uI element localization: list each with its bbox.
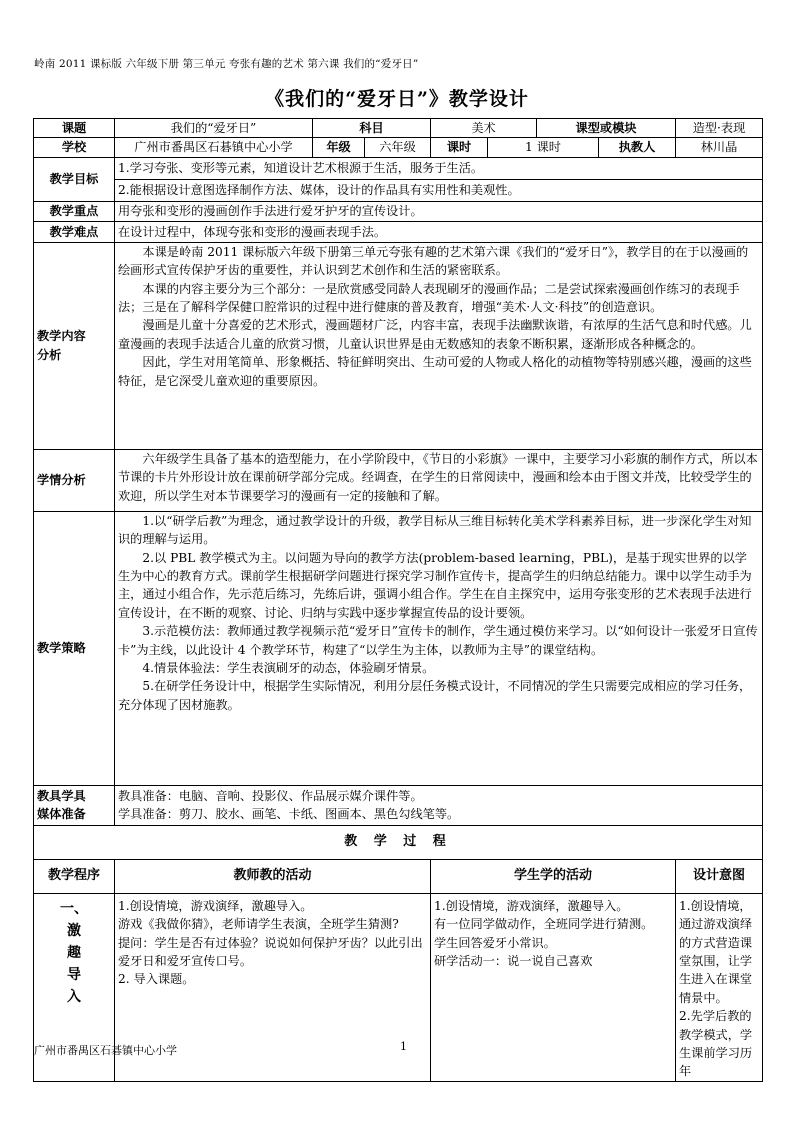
label-school: 学校 [34,138,115,157]
stage-1-student-activity [431,893,676,1081]
process-title-row [34,825,763,859]
info-row-lesson [34,119,763,138]
content-analysis-row [34,242,763,449]
goal-item-1: 1.学习夸张、变形等元素，知道设计艺术根源于生活，服务于生活。 [115,157,763,179]
strategy-row [34,511,763,785]
stage-1-char: 导 [67,966,81,983]
stage-1-design-intent [676,893,763,1081]
materials-row [34,785,763,825]
teacher-line: 2. 导入课题。 [118,972,195,987]
strategy-paragraph: 2.以 PBL 教学模式为主。以问题为导向的教学方法(problem-based learning，PBL)，是基于现实世界的以学生为中心的教育方式。课前学生根据研学问题进行探究学习制作宣传卡，提高学生的归纳总结能力。课中以学生动手为主，通过小组合作，先示范后练习，先练后讲，强调小组合作。学生在自主探究中，运用夸张变形的艺术表现手法进行宣传设计，在不断的观察、讨论、归纳与实践中逐步掌握宣传品的设计要领。 [118,550,752,620]
teacher-value: 林川晶 [676,138,763,157]
label-teacher: 执教人 [599,138,676,157]
label-strategy: 教学策略 [34,511,115,785]
teacher-line: 1.创设情境，游戏演绎，激趣导入。 [118,898,313,913]
strategy-text [115,511,763,785]
learner-analysis-cell [115,449,763,511]
type-value: 造型·表现 [676,119,763,138]
materials-text [115,785,763,825]
content-paragraph: 漫画是儿童十分喜爱的艺术形式，漫画题材广泛，内容丰富，表现手法幽默诙谐，有浓厚的生活气息和时代感。儿童漫画的表现手法适合儿童的欣赏习惯，儿童认识世界是由无数感知的表象不断积累，逐渐形成各种概念的。 [118,318,752,351]
stage-1-char: 趣 [67,944,81,961]
learner-analysis-text: 六年级学生具备了基本的造型能力，在小学阶段中，《节日的小彩旗》一课中，主要学习小彩旗的制作方式，所以本节课的卡片外形设计放在课前研学部分完成。经调查，在学生的日常阅读中，漫画和绘本由于图文并茂，比较受学生的欢迎，所以学生对本节课要学习的漫画有一定的接触和了解。 [118,451,758,503]
label-content-analysis [34,242,115,449]
label-learner-analysis: 学情分析 [34,449,115,511]
stage-1-char: 激 [67,922,81,939]
col-teacher: 教师教的活动 [115,859,431,893]
goal-item-2: 2.能根据设计意图选择制作方法、媒体，设计的作品具有实用性和美观性。 [115,179,763,201]
label-goals: 教学目标 [34,157,115,201]
label-content-analysis-line2: 分析 [37,347,62,362]
stage-1-char: 入 [67,988,81,1005]
difficulty-row [34,221,763,242]
teacher-line: 游戏《我做你猜》，老师请学生表演，全班学生猜测? [118,917,399,932]
page-number: 1 [400,1040,407,1053]
label-type: 课型或模块 [537,119,676,138]
learner-analysis-row [34,449,763,511]
col-program: 教学程序 [34,859,115,893]
intent-line: 1.创设情境，通过游戏演绎的方式营造课堂氛围，让学生进入在课堂情景中。 [679,898,753,1005]
strategy-paragraph: 4.情景体验法：学生表演刷牙的动态，体验刷牙情景。 [142,661,435,676]
content-paragraph: 因此，学生对用笔简单、形象概括、特征鲜明突出、生动可爱的人物或人格化的动植物等特别感兴趣，漫画的这些特征，是它深受儿童欢迎的重要原因。 [118,355,752,388]
teacher-line: 提问：学生是否有过体验？说说如何保护牙齿？以此引出爱牙日和爱牙宣传口号。 [118,935,423,969]
process-header-row [34,859,763,893]
key-point-text: 用夸张和变形的漫画创作手法进行爱牙护牙的宣传设计。 [115,201,763,221]
difficulty-text: 在设计过程中，体现夸张和变形的漫画表现手法。 [115,221,763,242]
document-header: 岭南 2011 课标版 六年级下册 第三单元 夸张有趣的艺术 第六课 我们的“爱牙日” [34,58,419,70]
intent-line: 2.先学后教的教学模式，学生课前学习历年 [679,1009,753,1079]
lesson-value: 我们的“爱牙日” [115,119,313,138]
label-grade: 年级 [313,138,365,157]
student-line: 有一位同学做动作，全班同学进行猜测。 [434,917,654,932]
materials-student: 学具准备：剪刀、胶水、画笔、卡纸、图画本、黑色勾线笔等。 [118,807,460,822]
subject-value: 美术 [431,119,537,138]
strategy-paragraph: 5.在研学任务设计中，根据学生实际情况，利用分层任务模式设计，不同情况的学生只需要完成相应的学习任务，充分体现了因材施教。 [118,679,752,712]
goals-row-2 [34,179,763,201]
lesson-plan-table [33,118,763,1082]
process-section-title: 教 学 过 程 [34,825,763,859]
student-line: 1.创设情境，游戏演绎，激趣导入。 [434,898,629,913]
page-title: 《我们的“爱牙日”》教学设计 [265,88,529,110]
label-key-point: 教学重点 [34,201,115,221]
student-line: 学生回答爱牙小常识。 [434,935,556,950]
stage-1-num: 一、 [60,900,88,917]
strategy-paragraph: 1.以“研学后教”为理念，通过教学设计的升级，教学目标从三维目标转化美术学科素养目标，进一步深化学生对知识的理解与运用。 [118,513,752,547]
materials-teacher: 教具准备：电脑、音响、投影仪、作品展示媒介课件等。 [118,788,423,803]
label-difficulty: 教学难点 [34,221,115,242]
label-materials [34,785,115,825]
info-row-school [34,138,763,157]
strategy-paragraph: 3.示范模仿法：教师通过教学视频示范“爱牙日”宣传卡的制作，学生通过模仿来学习。以“如何设计一张爱牙日宣传卡”为主线，以此设计 4 个教学环节，构建了“以学生为主体，以教师为主导”的课堂结构。 [118,624,758,657]
label-subject: 科目 [313,119,431,138]
school-value: 广州市番禺区石碁镇中心小学 [115,138,313,157]
key-point-row [34,201,763,221]
label-content-analysis-line1: 教学内容 [37,329,86,344]
grade-value: 六年级 [365,138,431,157]
hours-value: 1 课时 [488,138,599,157]
footer-school: 广州市番禺区石碁镇中心小学 [34,1044,177,1057]
col-intent: 设计意图 [676,859,763,893]
student-line: 研学活动一：说一说自己喜欢 [434,954,593,969]
label-hours: 课时 [431,138,488,157]
content-paragraph: 本课是岭南 2011 课标版六年级下册第三单元夸张有趣的艺术第六课《我们的“爱牙日”》，教学目的在于以漫画的绘画形式宣传保护牙齿的重要性，并认识到艺术创作和生活的紧密联系。 [118,244,749,278]
label-materials-line2: 媒体准备 [37,807,86,822]
label-lesson: 课题 [34,119,115,138]
label-materials-line1: 教具学具 [37,788,86,803]
content-paragraph: 本课的内容主要分为三个部分：一是欣赏感受同龄人表现刷牙的漫画作品；二是尝试探索漫画创作练习的表现手法；三是在了解科学保健口腔常识的过程中进行健康的普及教育，增强“美术·人文·科技”的创造意识。 [118,281,740,315]
col-student: 学生学的活动 [431,859,676,893]
goals-row-1 [34,157,763,179]
content-analysis-text [115,242,763,449]
